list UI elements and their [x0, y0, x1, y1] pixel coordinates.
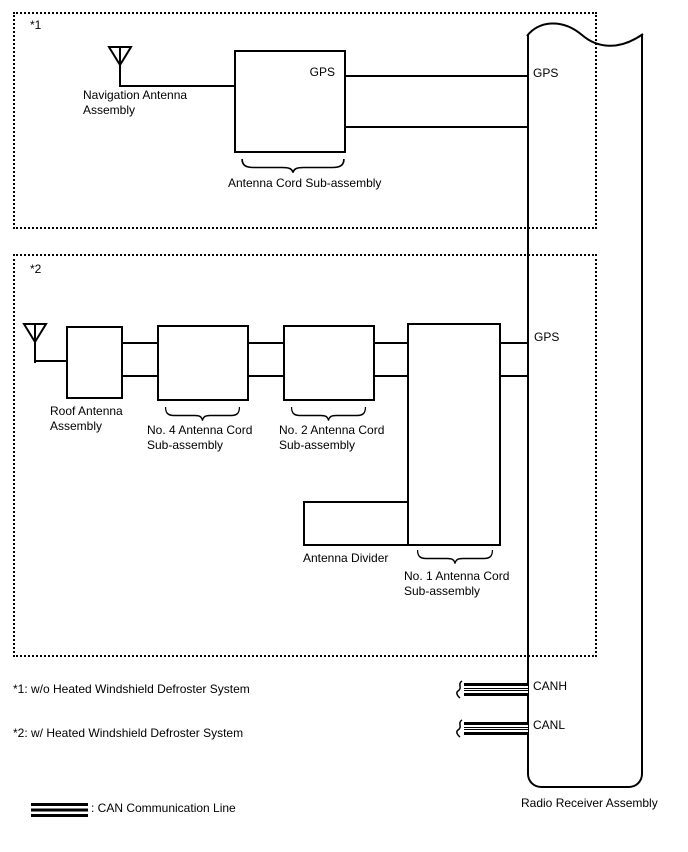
no1-cord-box: [407, 323, 501, 546]
antenna-cord-label: Antenna Cord Sub-assembly: [228, 176, 382, 190]
footnote-2: *2: w/ Heated Windshield Defroster System: [13, 726, 244, 740]
wire-no4-no2-b: [247, 375, 285, 377]
no2-cord-label: No. 2 Antenna Cord Sub-assembly: [279, 423, 385, 452]
brace-no4-cord: [164, 406, 241, 421]
gps-wire-1: [344, 75, 529, 77]
wire-roof-no4-b: [121, 375, 159, 377]
antenna-divider-box: [303, 501, 409, 546]
footnote-1: *1: w/o Heated Windshield Defroster System: [13, 682, 250, 696]
wire-no2-no1-b: [373, 375, 409, 377]
can-line-legend-label: : CAN Communication Line: [91, 801, 236, 815]
receiver-pin-canl: CANL: [533, 718, 566, 732]
navigation-antenna-label: Navigation Antenna Assembly: [83, 88, 188, 117]
brace-no2-cord: [290, 406, 367, 421]
section-2-tag: *2: [30, 262, 42, 276]
wire-no2-no1-a: [373, 342, 409, 344]
brace-no1-cord: [416, 549, 494, 564]
wire-no4-no2-a: [247, 342, 285, 344]
navigation-antenna-icon: [107, 45, 133, 86]
brace-antenna-cord: [240, 158, 346, 173]
canh-line-symbol: [464, 683, 528, 696]
wire-no1-receiver-a: [499, 342, 529, 344]
canl-break-mark-icon: [455, 719, 464, 738]
no4-cord-label: No. 4 Antenna Cord Sub-assembly: [147, 423, 253, 452]
antenna-wire: [119, 85, 236, 87]
no4-cord-box: [157, 325, 249, 401]
roof-antenna-wire: [34, 360, 67, 362]
roof-antenna-label: Roof Antenna Assembly: [50, 404, 123, 433]
roof-antenna-icon: [22, 322, 48, 363]
receiver-pin-gps-mid: GPS: [534, 330, 560, 344]
no2-cord-box: [283, 325, 375, 401]
canl-line-symbol: [464, 722, 528, 735]
antenna-divider-label: Antenna Divider: [303, 551, 389, 565]
gps-cord-box: [234, 50, 346, 153]
canh-break-mark-icon: [455, 680, 464, 699]
no1-cord-label: No. 1 Antenna Cord Sub-assembly: [404, 569, 510, 598]
radio-receiver-label: Radio Receiver Assembly: [521, 796, 658, 810]
section-1-tag: *1: [30, 18, 42, 32]
receiver-pin-gps-top: GPS: [533, 66, 559, 80]
gps-wire-2: [344, 126, 529, 128]
gps-cord-box-label: GPS: [309, 65, 335, 79]
can-line-legend-symbol: [31, 803, 88, 817]
wire-roof-no4-a: [121, 342, 159, 344]
roof-antenna-box: [66, 326, 123, 399]
wire-no1-receiver-b: [499, 375, 529, 377]
receiver-pin-canh: CANH: [533, 679, 568, 693]
